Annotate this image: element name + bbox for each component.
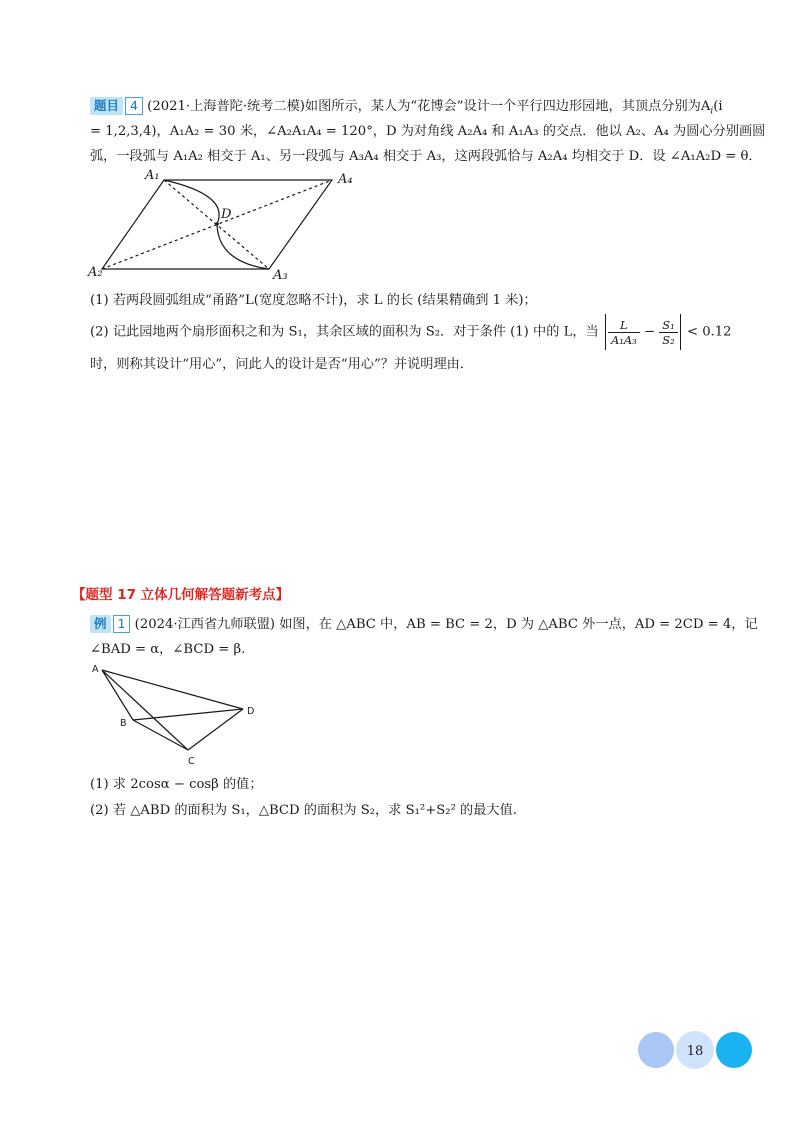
edge-cd [188, 709, 243, 750]
abs-bar-right [680, 314, 681, 350]
example1-line2: ∠BAD = α，∠BCD = β. [90, 642, 246, 657]
problem-number: 4 [125, 97, 143, 115]
label-d: D [221, 207, 232, 222]
problem4-question1: (1) 若两段圆弧组成“甬路”L(宽度忽略不计)，求 L 的长 (结果精确到 1 米)； [90, 293, 537, 308]
badge-circle-right [716, 1032, 752, 1068]
example-number: 1 [113, 615, 131, 633]
abs-bar-left [605, 314, 606, 350]
label-a2: A₂ [88, 265, 103, 280]
triangle-figure [88, 660, 268, 770]
arc-upper [164, 180, 219, 224]
q2-inequality: < 0.12 [686, 324, 732, 340]
fraction-s1-over-s2 [659, 318, 678, 347]
label-a1: A₁ [145, 168, 160, 183]
example1-line1 [90, 612, 758, 637]
point-d [215, 222, 219, 226]
section-heading: 【题型 17 立体几何解答题新考点】 [72, 587, 290, 603]
frac1-denominator: A₁A₃ [610, 332, 637, 347]
page-number: 18 [686, 1044, 704, 1059]
parallelogram-figure [80, 165, 370, 287]
badge-circle-left [638, 1032, 674, 1068]
q2-minus: − [643, 324, 656, 340]
label-a3: A₃ [273, 268, 288, 283]
example1-question1: (1) 求 2cosα − cosβ 的值； [90, 777, 263, 792]
problem4-question2 [90, 314, 750, 351]
frac2-denominator: S₂ [662, 332, 675, 347]
label-c: C [188, 756, 195, 767]
label-a4: A₄ [338, 172, 353, 187]
problem4-line3: 弧，一段弧与 A₁A₂ 相交于 A₁、另一段弧与 A₃A₄ 相交于 A₃，这两段弧恰与 A₂A₄ 均相交于 D．设 ∠A₁A₂D = θ． [90, 149, 762, 164]
label-d: D [247, 706, 255, 717]
problem4-line2: = 1,2,3,4)，A₁A₂ = 30 米，∠A₂A₁A₄ = 120°，D 为对角线 A₂A₄ 和 A₁A₃ 的交点．他以 A₂、A₄ 为圆心分别画圆 [90, 124, 766, 139]
example-tag: 例 [90, 615, 111, 633]
frac1-numerator: L [608, 318, 640, 333]
page-number-badge [636, 1030, 756, 1070]
fraction-l-over-a1a3 [608, 318, 640, 347]
example1-text-line1: (2024·江西省九师联盟) 如图，在 △ABC 中，AB = BC = 2，D 为 △ABC 外一点，AD = 2CD = 4，记 [134, 617, 758, 632]
example1-question2: (2) 若 △ABD 的面积为 S₁，△BCD 的面积为 S₂，求 S₁²+S₂² 的最大值. [90, 803, 517, 818]
problem4-text-line1-tail: (i [713, 99, 723, 114]
label-a: A [92, 664, 99, 675]
problem-tag: 题目 [90, 97, 123, 115]
label-b: B [120, 718, 127, 729]
q2-prefix: (2) 记此园地两个扇形面积之和为 S₁，其余区域的面积为 S₂．对于条件 (1) 中的 L，当 [90, 324, 599, 340]
frac2-numerator: S₁ [659, 318, 678, 333]
problem4-text-line1: (2021·上海普陀·统考二模)如图所示，某人为“花博会”设计一个平行四边形园地，其顶点分别为A [147, 99, 711, 114]
problem4-question2-line2: 时，则称其设计“用心”，问此人的设计是否“用心”？并说明理由． [90, 357, 474, 372]
problem4-line1: 题目 4 (2021·上海普陀·统考二模)如图所示，某人为“花博会”设计一个平行四边形园地，其顶点分别为$A_i(i$ [90, 94, 750, 125]
